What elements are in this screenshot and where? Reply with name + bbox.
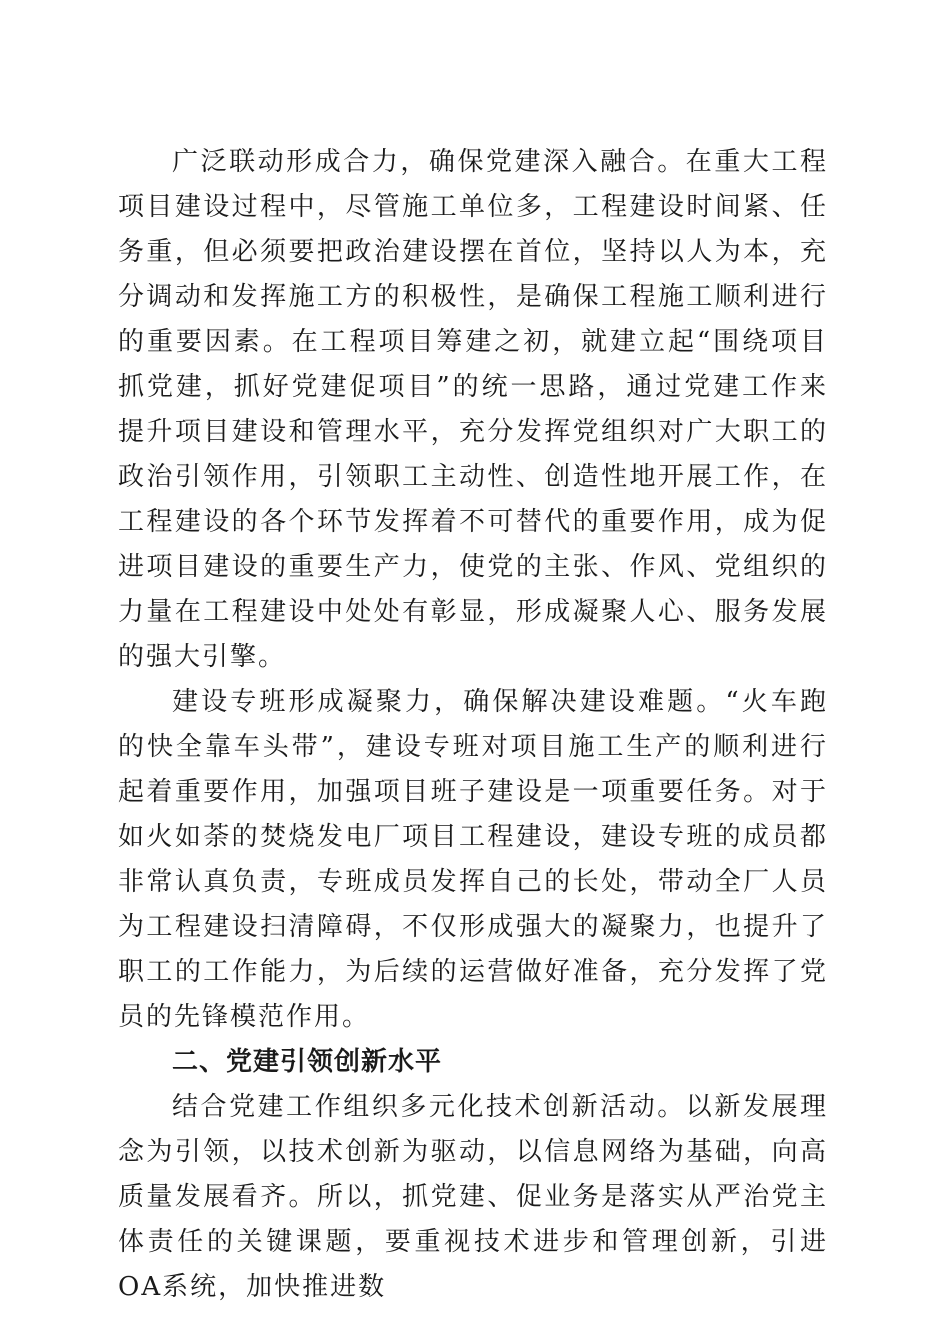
- paragraph-construction-team: 建设专班形成凝聚力，确保解决建设难题。“火车跑的快全靠车头带”，建设专班对项目施工生产的顺利进行起着重要作用，加强项目班子建设是一项重要任务。对于如火如荼的焚烧发电厂项目工程建设，建设专班的成员都非常认真负责，专班成员发挥自己的长处，带动全厂人员为工程建设扫清障碍，不仅形成强大的凝聚力，也提升了职工的工作能力，为后续的运营做好准备，充分发挥了党员的先锋模范作用。: [118, 687, 828, 1032]
- document-body: [118, 140, 828, 1310]
- section-heading: 二、党建引领创新水平: [172, 1047, 443, 1077]
- paragraph-technical-innovation: 结合党建工作组织多元化技术创新活动。以新发展理念为引领，以技术创新为驱动，以信息网络为基础，向高质量发展看齐。所以，抓党建、促业务是落实从严治党主体责任的关键课题，要重视技术进步和管理创新，引进OA系统，加快推进数: [118, 1092, 828, 1302]
- paragraph-party-building-integration: 广泛联动形成合力，确保党建深入融合。在重大工程项目建设过程中，尽管施工单位多，工程建设时间紧、任务重，但必须要把政治建设摆在首位，坚持以人为本，充分调动和发挥施工方的积极性，是确保工程施工顺利进行的重要因素。在工程项目筹建之初，就建立起“围绕项目抓党建，抓好党建促项目”的统一思路，通过党建工作来提升项目建设和管理水平，充分发挥党组织对广大职工的政治引领作用，引领职工主动性、创造性地开展工作，在工程建设的各个环节发挥着不可替代的重要作用，成为促进项目建设的重要生产力，使党的主张、作风、党组织的力量在工程建设中处处有彰显，形成凝聚人心、服务发展的强大引擎。: [118, 147, 828, 672]
